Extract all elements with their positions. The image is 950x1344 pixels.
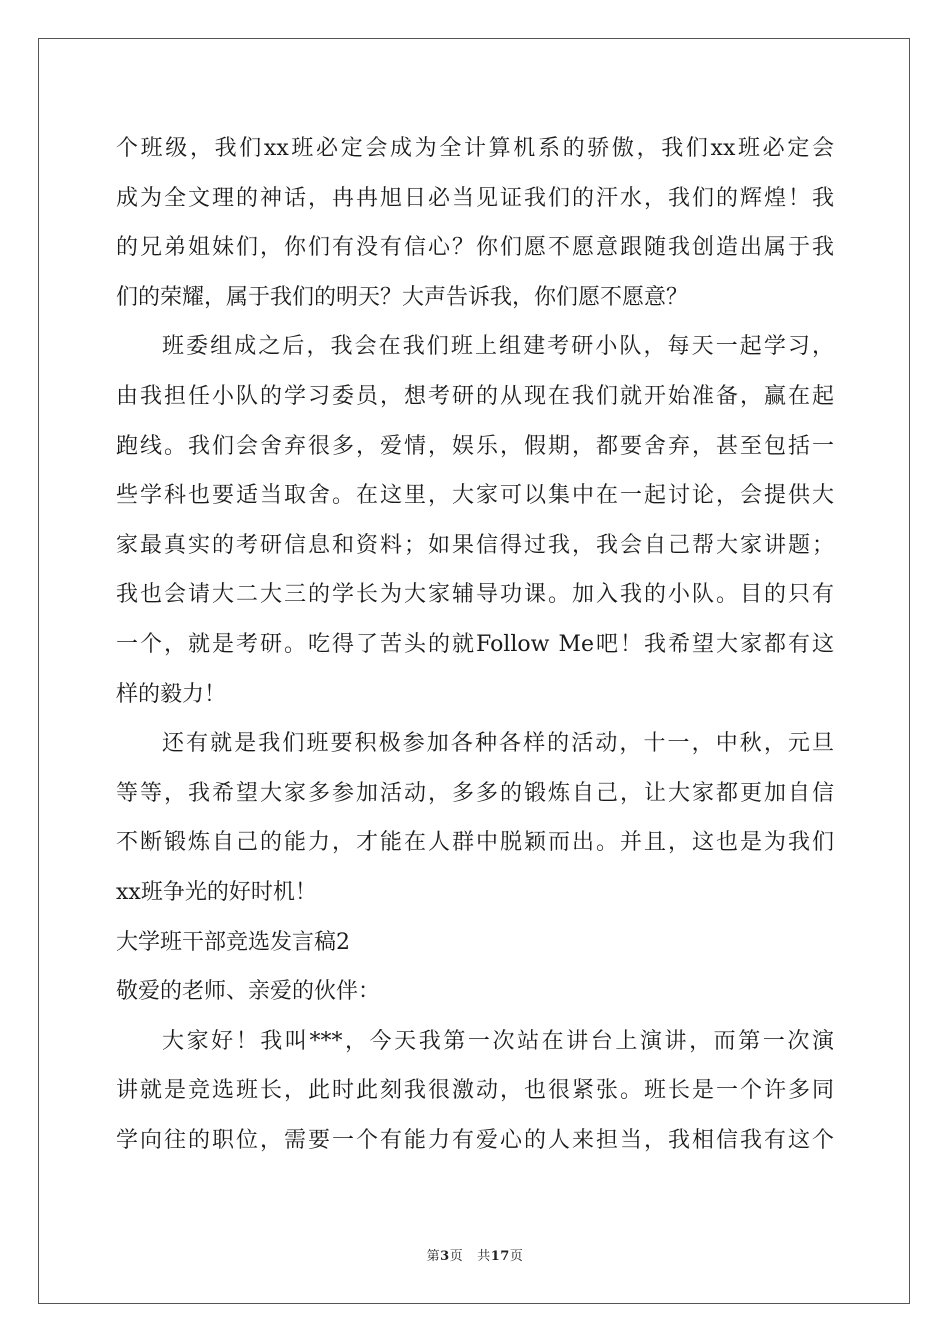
text-line: 讲就是竞选班长，此时此刻我很激动，也很紧张。班长是一个许多同 [116, 1078, 834, 1104]
section-title: 大学班干部竞选发言稿2 [116, 929, 350, 955]
text-line: 等等，我希望大家多参加活动，多多的锻炼自己，让大家都更加自信 [116, 780, 834, 806]
text-line: 些学科也要适当取舍。在这里，大家可以集中在一起讨论，会提供大 [116, 483, 834, 509]
text-line: 个班级，我们xx班必定会成为全计算机系的骄傲，我们xx班必定会 [116, 136, 834, 161]
page-suffix: 页 [449, 1249, 464, 1264]
paragraph-start-line: 班委组成之后，我会在我们班上组建考研小队，每天一起学习， [162, 334, 834, 360]
page-footer [0, 1245, 950, 1264]
total-prefix: 共 [477, 1249, 491, 1264]
text-line: 样的毅力！ [116, 681, 227, 707]
text-line: 由我担任小队的学习委员，想考研的从现在我们就开始准备，赢在起 [116, 383, 834, 409]
text-line: 我也会请大二大三的学长为大家辅导功课。加入我的小队。目的只有 [116, 582, 834, 608]
salutation: 敬爱的老师、亲爱的伙伴： [116, 979, 381, 1005]
text-line: xx班争光的好时机！ [116, 879, 317, 905]
text-line: 家最真实的考研信息和资料；如果信得过我，我会自己帮大家讲题； [116, 532, 834, 558]
text-line: 们的荣耀，属于我们的明天？大声告诉我，你们愿不愿意？ [116, 284, 689, 310]
text-line: 的兄弟姐妹们，你们有没有信心？你们愿不愿意跟随我创造出属于我 [116, 235, 834, 261]
total-pages: 17 [490, 1249, 510, 1264]
text-line: 不断锻炼自己的能力，才能在人群中脱颖而出。并且，这也是为我们 [116, 830, 834, 856]
paragraph-start-line: 还有就是我们班要积极参加各种各样的活动，十一，中秋，元旦 [162, 731, 834, 757]
paragraph-start-line: 大家好！我叫***，今天我第一次站在讲台上演讲，而第一次演 [162, 1028, 834, 1054]
page-number: 3 [440, 1249, 450, 1264]
text-line: 一个，就是考研。吃得了苦头的就Follow Me吧！我希望大家都有这 [116, 631, 834, 657]
total-suffix: 页 [509, 1249, 524, 1264]
document-body [116, 124, 834, 1165]
page-prefix: 第 [426, 1249, 441, 1264]
text-line: 学向往的职位，需要一个有能力有爱心的人来担当，我相信我有这个 [116, 1127, 834, 1153]
text-line: 成为全文理的神话，冉冉旭日必当见证我们的汗水，我们的辉煌！我 [116, 185, 834, 211]
text-line: 跑线。我们会舍弃很多，爱情，娱乐，假期，都要舍弃，甚至包括一 [116, 433, 834, 459]
